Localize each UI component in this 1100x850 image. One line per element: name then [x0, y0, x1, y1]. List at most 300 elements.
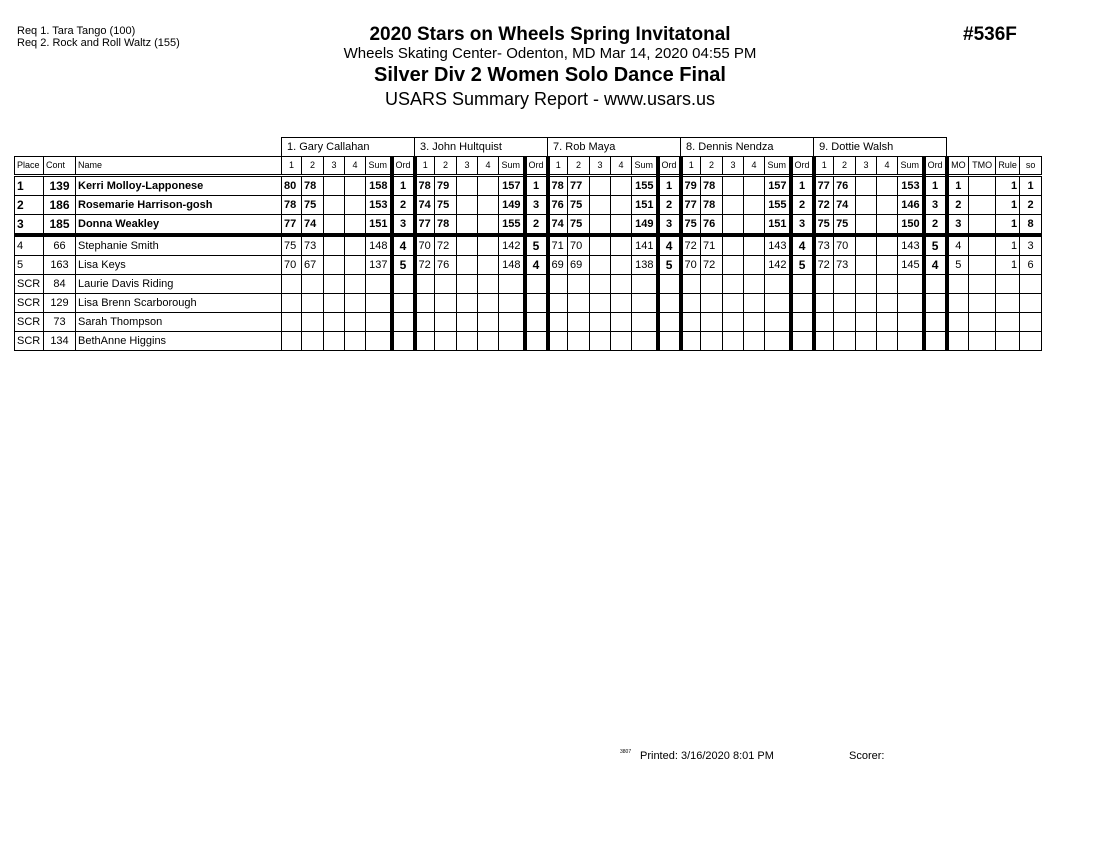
table-row: [15, 215, 1042, 236]
score-sum: [632, 313, 658, 332]
score-4: [611, 235, 632, 256]
score-2: 75: [435, 196, 457, 215]
col-header-judge-ord: Ord: [392, 157, 415, 176]
score-4: [744, 294, 765, 313]
score-2: 75: [834, 215, 856, 236]
competition-title: 2020 Stars on Wheels Spring Invitatonal: [369, 24, 731, 45]
contestant-number: 84: [44, 275, 76, 294]
score-3: [590, 196, 611, 215]
score-2: [834, 313, 856, 332]
ordinal: 3: [525, 196, 548, 215]
score-sum: 148: [366, 235, 392, 256]
score-1: [282, 294, 302, 313]
rule-cell: 1: [996, 215, 1020, 236]
score-sum: 141: [632, 235, 658, 256]
rule-cell: [996, 275, 1020, 294]
score-4: [345, 313, 366, 332]
score-1: [415, 332, 435, 351]
score-4: [345, 332, 366, 351]
score-sum: 155: [632, 176, 658, 196]
score-1: 70: [681, 256, 701, 275]
contestant-number: 139: [44, 176, 76, 196]
ordinal: 2: [392, 196, 415, 215]
ordinal: [924, 313, 947, 332]
score-sum: 143: [765, 235, 791, 256]
score-2: 74: [834, 196, 856, 215]
contestant-name: Kerri Molloy-Lapponese: [76, 176, 282, 196]
score-1: 69: [548, 256, 568, 275]
score-4: [877, 176, 898, 196]
contestant-number: 66: [44, 235, 76, 256]
results-table: [14, 137, 1042, 351]
col-header-judge-4: 4: [877, 157, 898, 176]
col-header-judge-1: 1: [814, 157, 834, 176]
score-3: [324, 332, 345, 351]
contestant-name: Stephanie Smith: [76, 235, 282, 256]
score-1: [548, 332, 568, 351]
score-sum: 150: [898, 215, 924, 236]
score-1: [282, 332, 302, 351]
score-sum: 145: [898, 256, 924, 275]
score-sum: 157: [765, 176, 791, 196]
score-2: 71: [701, 235, 723, 256]
score-2: 67: [302, 256, 324, 275]
score-1: [814, 332, 834, 351]
majority-ordinal: 5: [947, 256, 969, 275]
col-header-place: Place: [15, 157, 44, 176]
score-sum: [898, 332, 924, 351]
ordinal: [525, 313, 548, 332]
score-2: 75: [302, 196, 324, 215]
skate-order: 8: [1020, 215, 1042, 236]
place-cell: 3: [15, 215, 44, 236]
score-3: [324, 256, 345, 275]
score-2: [568, 294, 590, 313]
ordinal: [924, 294, 947, 313]
score-2: 75: [568, 196, 590, 215]
column-header-row: [15, 157, 1042, 176]
score-4: [611, 256, 632, 275]
score-sum: [366, 294, 392, 313]
ordinal: 5: [392, 256, 415, 275]
ordinal: 5: [525, 235, 548, 256]
table-row: [15, 176, 1042, 196]
score-4: [345, 294, 366, 313]
score-4: [345, 196, 366, 215]
score-sum: [499, 332, 525, 351]
event-title: Silver Div 2 Women Solo Dance Final: [374, 64, 726, 86]
ordinal: [525, 294, 548, 313]
score-2: [302, 294, 324, 313]
score-sum: [366, 332, 392, 351]
score-2: 76: [435, 256, 457, 275]
majority-ordinal: 4: [947, 235, 969, 256]
score-sum: [366, 275, 392, 294]
score-sum: [765, 332, 791, 351]
score-2: [568, 313, 590, 332]
score-2: [701, 332, 723, 351]
col-header-judge-sum: Sum: [499, 157, 525, 176]
majority-ordinal: 3: [947, 215, 969, 236]
score-3: [723, 313, 744, 332]
score-4: [611, 275, 632, 294]
score-sum: 148: [499, 256, 525, 275]
col-header-judge-4: 4: [345, 157, 366, 176]
score-3: [856, 275, 877, 294]
skate-order: 3: [1020, 235, 1042, 256]
score-1: 71: [548, 235, 568, 256]
score-sum: 149: [632, 215, 658, 236]
col-header-judge-sum: Sum: [366, 157, 392, 176]
score-2: 74: [302, 215, 324, 236]
score-3: [457, 313, 478, 332]
contestant-name: Laurie Davis Riding: [76, 275, 282, 294]
col-header-judge-3: 3: [723, 157, 744, 176]
score-sum: 153: [898, 176, 924, 196]
score-4: [744, 275, 765, 294]
skate-order: 1: [1020, 176, 1042, 196]
score-4: [744, 256, 765, 275]
score-1: [548, 294, 568, 313]
score-2: 70: [834, 235, 856, 256]
score-1: 79: [681, 176, 701, 196]
rule-cell: 1: [996, 256, 1020, 275]
score-sum: 146: [898, 196, 924, 215]
score-4: [478, 313, 499, 332]
ordinal: 2: [658, 196, 681, 215]
ordinal: 3: [392, 215, 415, 236]
ordinal: [525, 332, 548, 351]
score-1: 75: [282, 235, 302, 256]
ordinal: 1: [791, 176, 814, 196]
table-row: [15, 256, 1042, 275]
rule-cell: [996, 313, 1020, 332]
contestant-name: Donna Weakley: [76, 215, 282, 236]
ordinal: 2: [924, 215, 947, 236]
score-2: [302, 313, 324, 332]
score-2: 75: [568, 215, 590, 236]
ordinal: 5: [658, 256, 681, 275]
rule-cell: [996, 294, 1020, 313]
score-1: 75: [814, 215, 834, 236]
score-sum: 157: [499, 176, 525, 196]
majority-ordinal: [947, 275, 969, 294]
ordinal: 4: [658, 235, 681, 256]
rule-cell: 1: [996, 235, 1020, 256]
score-sum: [632, 332, 658, 351]
ordinal: [392, 313, 415, 332]
score-3: [723, 294, 744, 313]
col-header-so: so: [1020, 157, 1042, 176]
col-header-judge-ord: Ord: [525, 157, 548, 176]
ordinal: 4: [791, 235, 814, 256]
ordinal: 5: [924, 235, 947, 256]
score-sum: [765, 275, 791, 294]
score-sum: 151: [765, 215, 791, 236]
score-sum: [499, 275, 525, 294]
rule-cell: [996, 332, 1020, 351]
majority-ordinal: 1: [947, 176, 969, 196]
score-2: [302, 332, 324, 351]
contestant-name: Lisa Keys: [76, 256, 282, 275]
score-sum: 142: [765, 256, 791, 275]
tie-majority-ordinal: [969, 215, 996, 236]
score-1: 77: [282, 215, 302, 236]
ordinal: [658, 294, 681, 313]
score-1: 78: [548, 176, 568, 196]
score-3: [457, 235, 478, 256]
col-header-judge-1: 1: [415, 157, 435, 176]
score-3: [324, 196, 345, 215]
contestant-name: Sarah Thompson: [76, 313, 282, 332]
score-2: 72: [435, 235, 457, 256]
venue-date: Wheels Skating Center- Odenton, MD Mar 14, 2020 04:55 PM: [343, 45, 757, 62]
score-3: [856, 294, 877, 313]
score-2: 73: [302, 235, 324, 256]
score-1: [681, 275, 701, 294]
score-2: 76: [701, 215, 723, 236]
ordinal: [791, 332, 814, 351]
score-3: [723, 235, 744, 256]
score-sum: 149: [499, 196, 525, 215]
score-3: [856, 215, 877, 236]
score-3: [723, 256, 744, 275]
score-2: [834, 275, 856, 294]
blank-cell: [15, 138, 282, 157]
col-header-judge-4: 4: [611, 157, 632, 176]
ordinal: [658, 275, 681, 294]
score-sum: [499, 294, 525, 313]
score-1: 72: [415, 256, 435, 275]
score-2: 77: [568, 176, 590, 196]
score-sum: [898, 294, 924, 313]
score-1: [415, 294, 435, 313]
place-cell: 1: [15, 176, 44, 196]
score-1: [548, 275, 568, 294]
judge-name: 8. Dennis Nendza: [681, 138, 814, 157]
score-1: 70: [415, 235, 435, 256]
score-2: [435, 294, 457, 313]
score-3: [723, 275, 744, 294]
place-cell: 4: [15, 235, 44, 256]
score-4: [478, 275, 499, 294]
score-4: [611, 196, 632, 215]
score-1: [681, 294, 701, 313]
skate-order: 6: [1020, 256, 1042, 275]
score-2: [435, 332, 457, 351]
col-header-judge-sum: Sum: [765, 157, 791, 176]
score-3: [856, 235, 877, 256]
score-1: [681, 332, 701, 351]
score-3: [856, 176, 877, 196]
score-2: [568, 332, 590, 351]
judge-name: 1. Gary Callahan: [282, 138, 415, 157]
score-1: [814, 294, 834, 313]
score-sum: 155: [765, 196, 791, 215]
score-3: [324, 275, 345, 294]
score-1: [415, 275, 435, 294]
score-4: [744, 215, 765, 236]
table-row: [15, 196, 1042, 215]
score-1: [681, 313, 701, 332]
score-2: [834, 332, 856, 351]
score-4: [877, 332, 898, 351]
col-header-judge-4: 4: [744, 157, 765, 176]
tie-majority-ordinal: [969, 332, 996, 351]
ordinal: 1: [525, 176, 548, 196]
ordinal: 3: [791, 215, 814, 236]
ordinal: 3: [658, 215, 681, 236]
score-4: [611, 294, 632, 313]
score-3: [457, 215, 478, 236]
rule-cell: 1: [996, 196, 1020, 215]
score-3: [723, 196, 744, 215]
col-header-judge-ord: Ord: [791, 157, 814, 176]
tie-majority-ordinal: [969, 275, 996, 294]
score-4: [744, 313, 765, 332]
score-3: [324, 313, 345, 332]
score-4: [744, 196, 765, 215]
score-3: [856, 332, 877, 351]
score-4: [877, 294, 898, 313]
score-3: [324, 294, 345, 313]
contestant-number: 185: [44, 215, 76, 236]
score-1: [814, 275, 834, 294]
col-header-judge-3: 3: [457, 157, 478, 176]
score-1: 72: [814, 256, 834, 275]
score-3: [324, 176, 345, 196]
score-2: 70: [568, 235, 590, 256]
score-3: [590, 235, 611, 256]
score-2: [435, 275, 457, 294]
score-1: 74: [415, 196, 435, 215]
score-1: 77: [415, 215, 435, 236]
score-4: [345, 235, 366, 256]
col-header-judge-1: 1: [681, 157, 701, 176]
col-header-judge-sum: Sum: [898, 157, 924, 176]
score-2: 76: [834, 176, 856, 196]
score-2: 78: [435, 215, 457, 236]
score-4: [877, 196, 898, 215]
col-header-judge-2: 2: [834, 157, 856, 176]
col-header-judge-1: 1: [548, 157, 568, 176]
col-header-tmo: TMO: [969, 157, 996, 176]
majority-ordinal: [947, 294, 969, 313]
col-header-rule: Rule: [996, 157, 1020, 176]
score-sum: 143: [898, 235, 924, 256]
score-1: 80: [282, 176, 302, 196]
score-2: [834, 294, 856, 313]
score-1: [282, 275, 302, 294]
skate-order: [1020, 332, 1042, 351]
dance-requirements: [17, 25, 180, 49]
table-row: [15, 332, 1042, 351]
score-1: 78: [415, 176, 435, 196]
ordinal: 2: [791, 196, 814, 215]
score-3: [590, 332, 611, 351]
score-3: [457, 332, 478, 351]
ordinal: 2: [525, 215, 548, 236]
requirement-2: Req 2. Rock and Roll Waltz (155): [17, 37, 180, 49]
score-sum: [499, 313, 525, 332]
score-2: 73: [834, 256, 856, 275]
tie-majority-ordinal: [969, 294, 996, 313]
score-3: [457, 294, 478, 313]
contestant-number: 129: [44, 294, 76, 313]
score-1: 75: [681, 215, 701, 236]
contestant-number: 163: [44, 256, 76, 275]
score-sum: 138: [632, 256, 658, 275]
tie-majority-ordinal: [969, 196, 996, 215]
col-header-judge-2: 2: [302, 157, 324, 176]
judge-name: 3. John Hultquist: [415, 138, 548, 157]
col-header-judge-2: 2: [701, 157, 723, 176]
score-3: [590, 176, 611, 196]
score-3: [723, 176, 744, 196]
score-1: [548, 313, 568, 332]
score-3: [457, 275, 478, 294]
score-4: [611, 215, 632, 236]
score-sum: [632, 294, 658, 313]
score-3: [324, 235, 345, 256]
score-sum: 151: [632, 196, 658, 215]
place-cell: 2: [15, 196, 44, 215]
ordinal: [924, 332, 947, 351]
score-1: [814, 313, 834, 332]
table-row: [15, 294, 1042, 313]
place-cell: SCR: [15, 313, 44, 332]
score-sum: [898, 275, 924, 294]
col-header-judge-2: 2: [568, 157, 590, 176]
tie-majority-ordinal: [969, 313, 996, 332]
score-3: [856, 196, 877, 215]
event-number: #536F: [963, 24, 1017, 45]
scorer-label: Scorer:: [849, 750, 885, 762]
ordinal: [658, 332, 681, 351]
score-2: [701, 275, 723, 294]
majority-ordinal: 2: [947, 196, 969, 215]
score-4: [478, 196, 499, 215]
table-row: [15, 275, 1042, 294]
place-cell: SCR: [15, 294, 44, 313]
contestant-number: 134: [44, 332, 76, 351]
score-1: 74: [548, 215, 568, 236]
score-4: [877, 235, 898, 256]
tie-majority-ordinal: [969, 235, 996, 256]
score-2: 79: [435, 176, 457, 196]
tie-majority-ordinal: [969, 256, 996, 275]
score-4: [345, 256, 366, 275]
score-3: [457, 256, 478, 275]
score-4: [478, 294, 499, 313]
score-4: [611, 176, 632, 196]
col-header-judge-3: 3: [856, 157, 877, 176]
col-header-judge-3: 3: [590, 157, 611, 176]
table-row: [15, 235, 1042, 256]
col-header-judge-4: 4: [478, 157, 499, 176]
ordinal: [658, 313, 681, 332]
score-4: [345, 176, 366, 196]
judge-header-row: [15, 138, 1042, 157]
score-3: [723, 215, 744, 236]
score-2: [568, 275, 590, 294]
score-sum: [898, 313, 924, 332]
score-3: [856, 313, 877, 332]
score-3: [590, 275, 611, 294]
score-1: 76: [548, 196, 568, 215]
ordinal: [791, 294, 814, 313]
judge-name: 9. Dottie Walsh: [814, 138, 947, 157]
